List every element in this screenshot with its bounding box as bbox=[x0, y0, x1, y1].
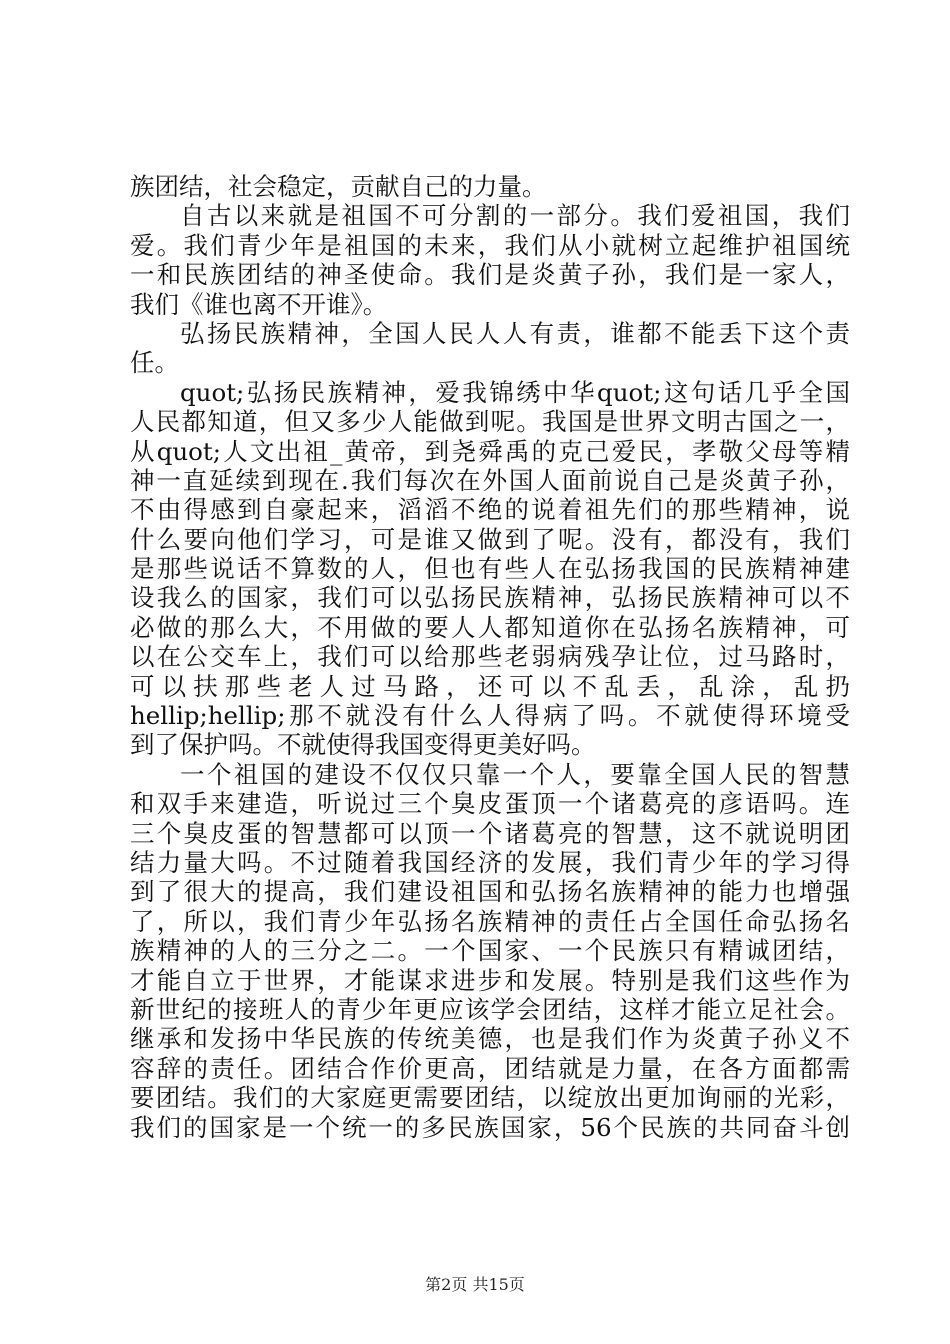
text-line: 弘扬民族精神，全国人民人人有责，谁都不能丢下这个责 bbox=[180, 318, 850, 348]
text-line: 才能自立于世界，才能谋求进步和发展。特别是我们这些作为 bbox=[130, 965, 850, 995]
text-line: 要团结。我们的大家庭更需要团结，以绽放出更加询丽的光彩， bbox=[130, 1083, 850, 1113]
text-line: 人民都知道，但又多少人能做到呢。我国是世界文明古国之一， bbox=[130, 407, 850, 437]
text-line: 三个臭皮蛋的智慧都可以顶一个诸葛亮的智慧，这不就说明团 bbox=[130, 818, 850, 848]
text-line: 可以扶那些老人过马路，还可以不乱丢，乱涂，乱扔 bbox=[130, 671, 850, 701]
text-line: 从quot;人文出祖_黄帝，到尧舜禹的克己爱民，孝敬父母等精 bbox=[130, 436, 850, 466]
document-body bbox=[130, 172, 850, 1142]
text-line: 到了保护吗。不就使得我国变得更美好吗。 bbox=[130, 730, 596, 760]
text-line: 什么要向他们学习，可是谁又做到了呢。没有，都没有，我们 bbox=[130, 524, 850, 554]
text-line: 容辞的责任。团结合作价更高，团结就是力量，在各方面都需 bbox=[130, 1053, 850, 1083]
text-line: 到了很大的提高，我们建设祖国和弘扬名族精神的能力也增强 bbox=[130, 877, 850, 907]
text-line: 新世纪的接班人的青少年更应该学会团结，这样才能立足社会。 bbox=[130, 994, 850, 1024]
page-number-footer: 第2页 共15页 bbox=[425, 1275, 525, 1294]
text-line: 设我么的国家，我们可以弘扬民族精神，弘扬民族精神可以不 bbox=[130, 583, 850, 613]
text-line: hellip;hellip;那不就没有什么人得病了吗。不就使得环境受 bbox=[130, 701, 850, 731]
text-line: 我们《谁也离不开谁》。 bbox=[130, 289, 388, 319]
text-line: 不由得感到自豪起来，滔滔不绝的说着祖先们的那些精神，说 bbox=[130, 495, 850, 525]
text-line: 和双手来建造，听说过三个臭皮蛋顶一个诸葛亮的彦语吗。连 bbox=[130, 789, 850, 819]
text-line: 我们的国家是一个统一的多民族国家，56个民族的共同奋斗创 bbox=[130, 1112, 850, 1142]
text-line: 以在公交车上，我们可以给那些老弱病残孕让位，过马路时， bbox=[130, 642, 850, 672]
text-line: 必做的那么大，不用做的要人人都知道你在弘扬名族精神，可 bbox=[130, 612, 850, 642]
text-line: 结力量大吗。不过随着我国经济的发展，我们青少年的学习得 bbox=[130, 847, 850, 877]
text-line: 是那些说话不算数的人，但也有些人在弘扬我国的民族精神建 bbox=[130, 554, 850, 584]
text-line: 族精神的人的三分之二。一个国家、一个民族只有精诚团结， bbox=[130, 936, 850, 966]
text-line: 神一直延续到现在.我们每次在外国人面前说自己是炎黄子孙， bbox=[130, 465, 850, 495]
text-line: 任。 bbox=[130, 348, 179, 378]
text-line: 族团结，社会稳定，贡献自己的力量。 bbox=[130, 172, 547, 201]
text-line: 了，所以，我们青少年弘扬名族精神的责任占全国任命弘扬名 bbox=[130, 906, 850, 936]
text-line: 一和民族团结的神圣使命。我们是炎黄子孙，我们是一家人， bbox=[130, 260, 850, 290]
text-line: 一个祖国的建设不仅仅只靠一个人，要靠全国人民的智慧 bbox=[180, 759, 850, 789]
text-line: 继承和发扬中华民族的传统美德，也是我们作为炎黄子孙义不 bbox=[130, 1024, 850, 1054]
text-line: 爱。我们青少年是祖国的未来，我们从小就树立起维护祖国统 bbox=[130, 230, 850, 260]
text-line: 自古以来就是祖国不可分割的一部分。我们爱祖国，我们 bbox=[180, 201, 850, 231]
text-line: quot;弘扬民族精神，爱我锦绣中华quot;这句话几乎全国 bbox=[180, 377, 850, 407]
